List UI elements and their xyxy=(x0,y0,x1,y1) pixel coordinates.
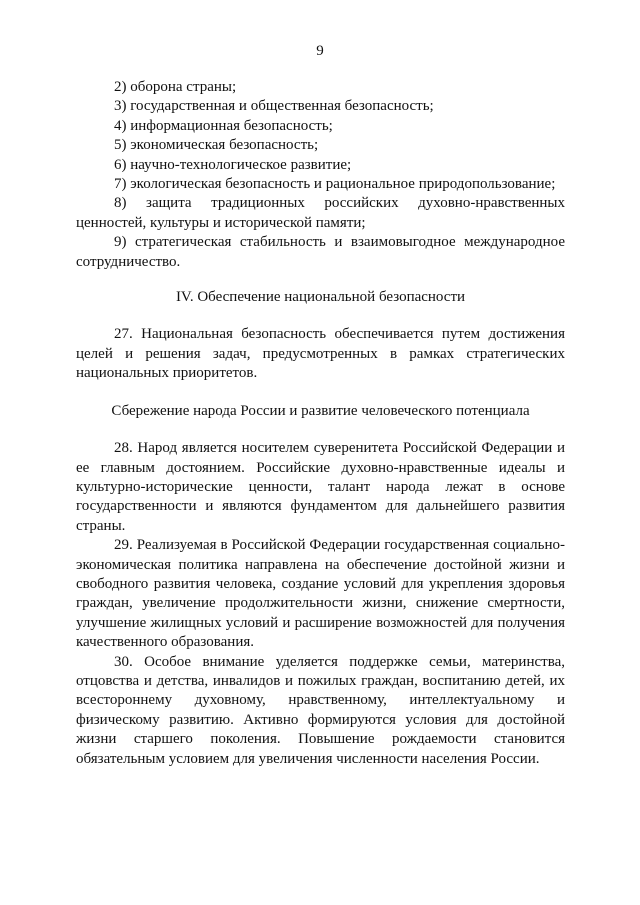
priority-item-9: 9) стратегическая стабильность и взаимовыгодное международное сотрудничество. xyxy=(76,234,565,270)
paragraph-28: 28. Народ является носителем суверенитета Российской Федерации и ее главным достоянием. Российские духовно-нравственные идеалы и культурно-исторические ценности, талант народа лежат в основе государственности и являются фундаментом для дальнейшего развития страны. xyxy=(76,440,565,534)
priority-item-4: 4) информационная безопасность; xyxy=(114,117,333,134)
priority-item-5: 5) экономическая безопасность; xyxy=(114,137,319,154)
paragraph-30: 30. Особое внимание уделяется поддержке семьи, материнства, отцовства и детства, инвалидов и пожилых граждан, воспитанию детей, их всестороннему духовному, нравственному, интеллектуальному и физическому развитию. Активно формируются условия для достойной жизни старшего поколения. Повышение рождаемости становится обязательным условием для увеличения численности населения России. xyxy=(76,653,565,767)
priority-item-2: 2) оборона страны; xyxy=(114,79,237,95)
priority-item-8: 8) защита традиционных российских духовно-нравственных ценностей, культуры и исторической памяти; xyxy=(76,195,565,231)
priority-item-6: 6) научно-технологическое развитие; xyxy=(114,156,352,173)
spacer xyxy=(76,272,565,288)
paragraph-27: 27. Национальная безопасность обеспечивается путем достижения целей и решения задач, предусмотренных в рамках стратегических национальных приоритетов. xyxy=(76,326,565,382)
spacer xyxy=(76,307,565,325)
section-heading: IV. Обеспечение национальной безопасности xyxy=(175,289,466,306)
subsection-heading: Сбережение народа России и развитие человеческого потенциала xyxy=(111,402,530,419)
page-number: 9 xyxy=(316,43,324,59)
paragraph-29: 29. Реализуемая в Российской Федерации государственная социально-экономическая политика направлена на обеспечение достойной жизни и свободного развития человека, создание условий для укрепления здоровья граждан, увеличение продолжительности жизни, снижение смертности, улучшение жилищных условий и расширение возможностей для получения качественного образования. xyxy=(76,537,565,651)
priority-item-7: 7) экологическая безопасность и рациональное природопользование; xyxy=(114,176,556,193)
priority-item-3: 3) государственная и общественная безопасность; xyxy=(114,98,434,115)
spacer xyxy=(76,384,565,402)
document-body xyxy=(76,78,565,769)
spacer xyxy=(76,421,565,439)
